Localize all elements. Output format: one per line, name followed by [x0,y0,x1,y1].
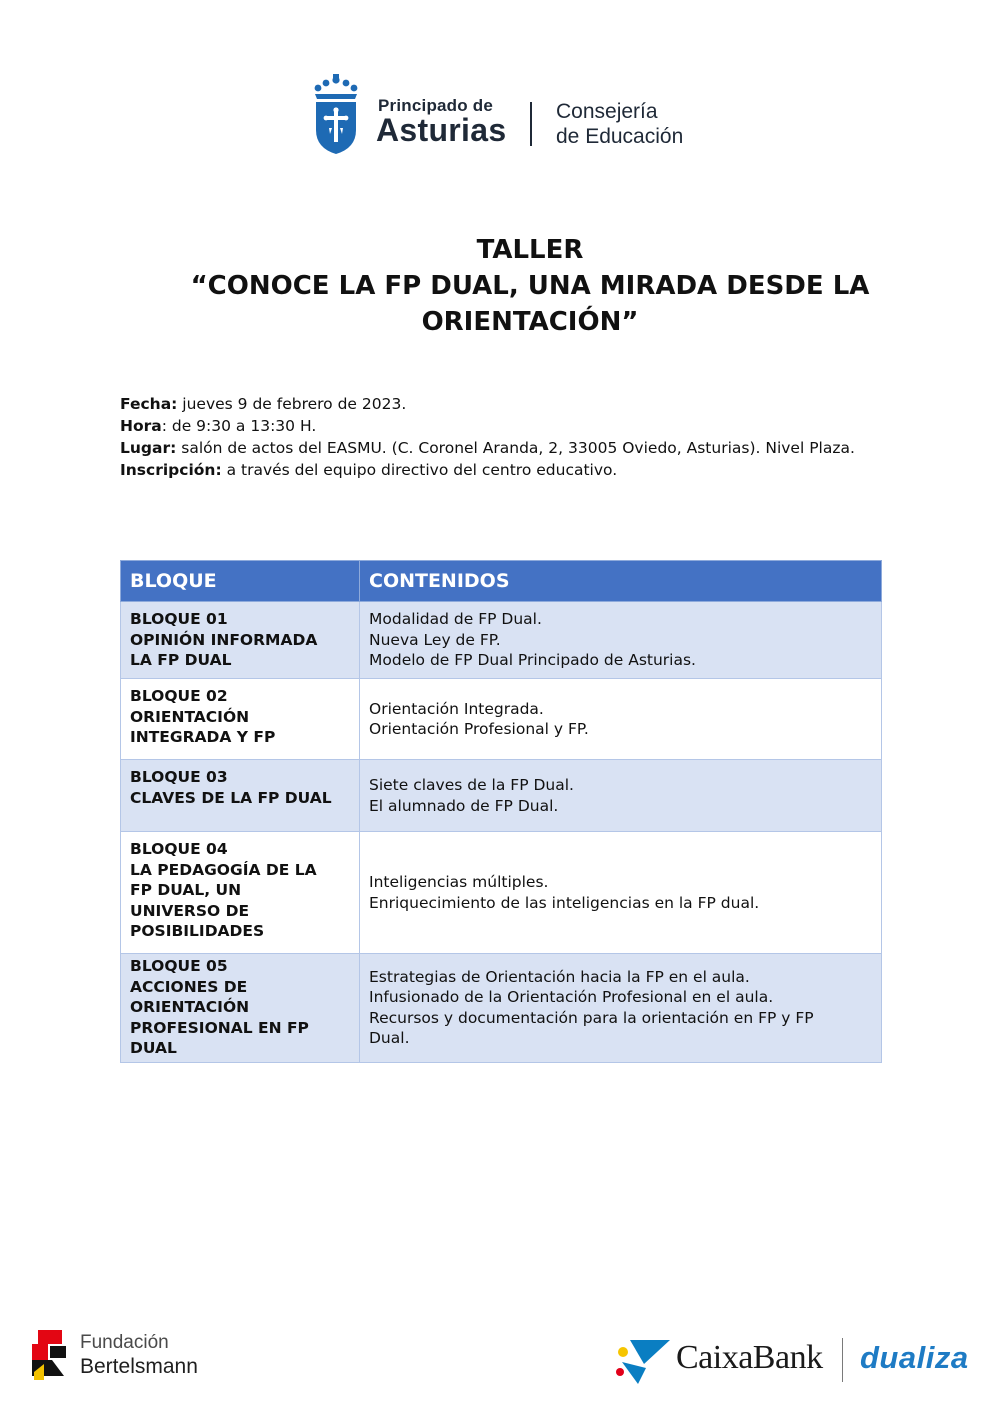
contenido-line: Recursos y documentación para la orientación en FP y FP [369,1008,814,1027]
bloque-line: INTEGRADA Y FP [130,728,276,746]
contenidos-cell [360,602,882,679]
contenido-line: Modalidad de FP Dual. [369,610,542,629]
bloque-line: BLOQUE 01 [130,610,228,628]
contenidos-cell [360,679,882,760]
contents-table [120,560,882,1063]
fecha-label: Fecha: [120,395,178,413]
table-header-row [121,561,882,602]
bloque-cell [121,602,360,679]
bertelsmann-logo [30,1326,250,1384]
contenidos-cell [360,760,882,832]
bloque-line: ORIENTACIÓN [130,707,250,726]
info-fecha [120,393,855,415]
contenido-line: El alumnado de FP Dual. [369,796,559,815]
bloque-line: BLOQUE 04 [130,840,228,858]
contenido-line: Siete claves de la FP Dual. [369,776,574,794]
hora-label: Hora [120,417,162,435]
contenido-line: Infusionado de la Orientación Profesional en el aula. [369,988,774,1007]
inscripcion-label: Inscripción: [120,461,222,479]
lugar-label: Lugar: [120,439,177,457]
bertelsmann-logo-mark [30,1328,74,1382]
hora-value: : de 9:30 a 13:30 H. [161,417,317,435]
info-hora [120,415,855,437]
header-logo [312,74,712,156]
table-row [121,602,882,679]
title-line-1: TALLER [476,235,584,265]
bloque-line: CLAVES DE LA FP DUAL [130,788,332,807]
contenido-line: Orientación Integrada. [369,699,544,718]
contenido-line: Dual. [369,1029,410,1048]
logo-divider [842,1338,843,1382]
table-row [121,760,882,832]
org-name-line1: Principado de [378,96,494,115]
bloque-line: LA PEDAGOGÍA DE LA [130,860,317,879]
bloque-line: DUAL [130,1039,177,1057]
logo-divider [530,102,532,146]
title-line-3: ORIENTACIÓN” [421,307,639,337]
bloque-line: PROFESIONAL EN FP [130,1018,309,1037]
bloque-cell [121,760,360,832]
bloque-cell [121,679,360,760]
info-lugar [120,437,855,459]
bloque-line: UNIVERSO DE [130,901,250,920]
contenido-line: Estrategias de Orientación hacia la FP en el aula. [369,967,750,986]
bloque-line: BLOQUE 03 [130,768,228,786]
contenido-line: Nueva Ley de FP. [369,630,501,649]
lugar-value: salón de actos del EASMU. (C. Coronel Aranda, 2, 33005 Oviedo, Asturias). Nivel Plaza. [176,439,855,457]
bloque-line: POSIBILIDADES [130,922,265,940]
dualiza-wordmark: dualiza [860,1340,969,1375]
event-info [120,393,855,481]
table-row [121,954,882,1063]
contenidos-cell [360,954,882,1063]
caixabank-dualiza-logo [616,1336,996,1384]
bloque-line: FP DUAL, UN [130,881,242,899]
dept-name-line2: de Educación [556,125,684,148]
inscripcion-value: a través del equipo directivo del centro educativo. [221,461,618,479]
info-inscripcion [120,459,855,481]
document-title [100,232,960,340]
bloque-cell [121,954,360,1063]
header-contenidos: CONTENIDOS [360,561,882,602]
bloque-line: BLOQUE 05 [130,957,228,975]
bertelsmann-line2: Bertelsmann [80,1355,198,1378]
caixabank-star-logo [616,1338,670,1384]
bloque-line: BLOQUE 02 [130,687,228,705]
contenido-line: Enriquecimiento de las inteligencias en la FP dual. [369,893,760,912]
bloque-cell [121,832,360,954]
title-line-2: “CONOCE LA FP DUAL, UNA MIRADA DESDE LA [190,271,870,301]
contenido-line: Orientación Profesional y FP. [369,720,589,738]
contenidos-cell [360,832,882,954]
bertelsmann-line1: Fundación [80,1332,169,1353]
table-row [121,832,882,954]
table-row [121,679,882,760]
bloque-line: ORIENTACIÓN [130,998,250,1016]
fecha-value: jueves 9 de febrero de 2023. [177,395,407,413]
org-name-line2: Asturias [376,112,507,148]
bloque-line: ACCIONES DE [130,977,248,996]
dept-name-line1: Consejería [556,100,658,123]
bloque-line: LA FP DUAL [130,651,232,669]
caixabank-wordmark: CaixaBank [676,1339,823,1376]
contenido-line: Inteligencias múltiples. [369,873,549,891]
bloque-line: OPINIÓN INFORMADA [130,630,318,649]
contenido-line: Modelo de FP Dual Principado de Asturias. [369,651,696,670]
asturias-coat-of-arms-logo [312,74,360,156]
header-bloque: BLOQUE [121,561,360,602]
